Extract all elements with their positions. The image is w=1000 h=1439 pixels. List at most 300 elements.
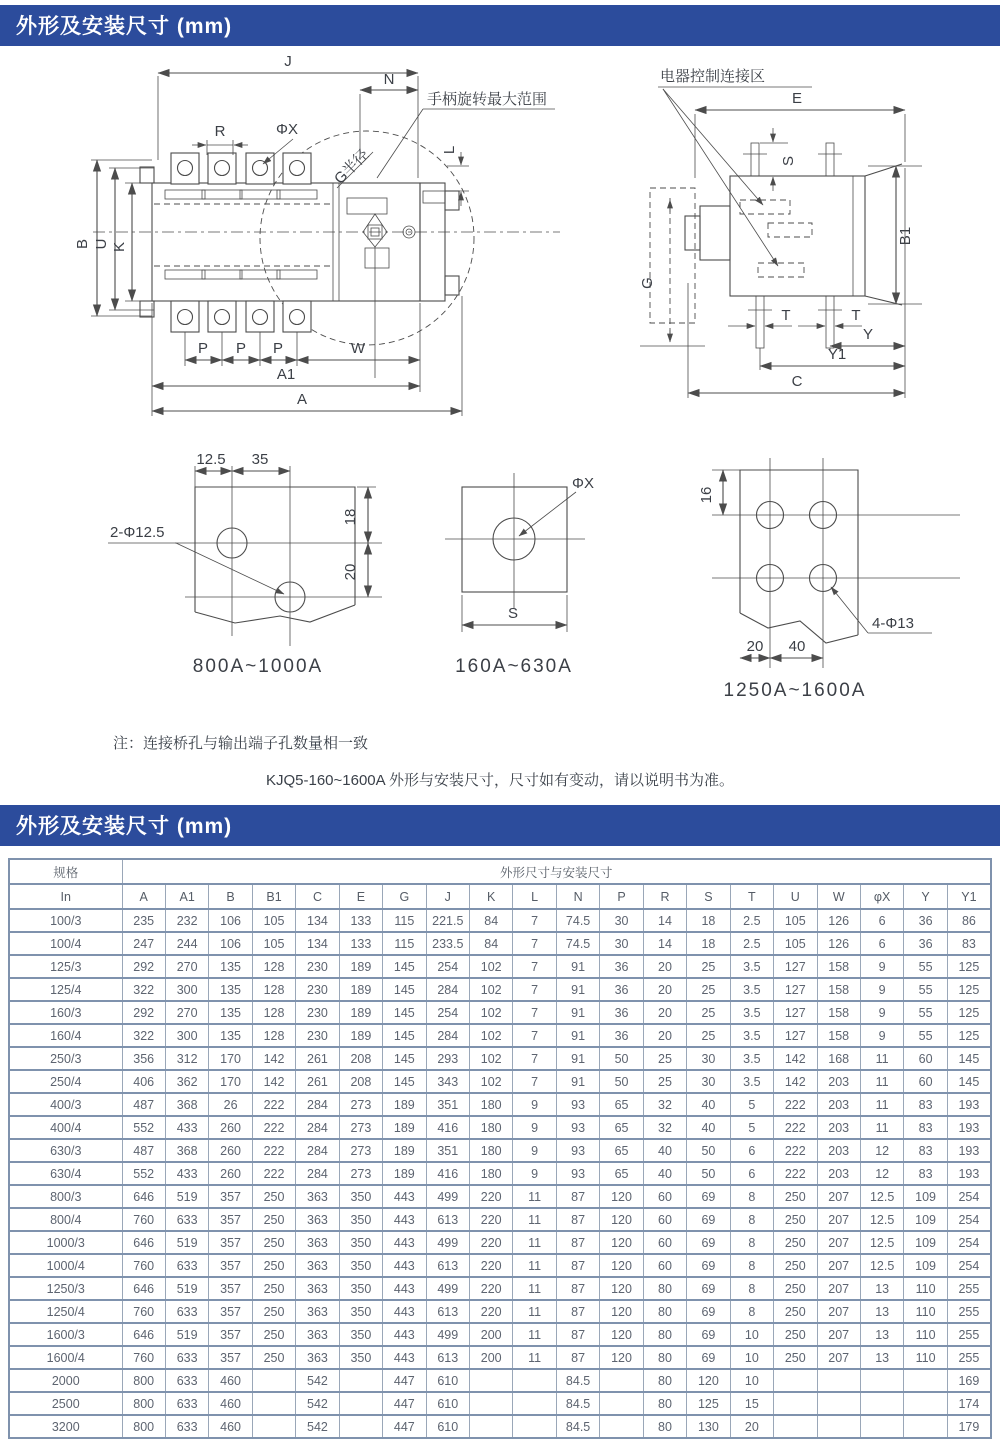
dim-cell: 189 <box>383 1139 426 1162</box>
dim-cell: 7 <box>513 1001 556 1024</box>
hole-caption-160: 160A~630A <box>455 656 573 677</box>
spec-cell: 800/4 <box>9 1208 122 1231</box>
dim-cell: 91 <box>556 1070 599 1093</box>
dim-cell: 11 <box>513 1185 556 1208</box>
dim-cell: 170 <box>209 1070 252 1093</box>
dim-cell: 250 <box>252 1231 295 1254</box>
dim-cell: 284 <box>296 1093 339 1116</box>
dim-cell: 250 <box>774 1300 817 1323</box>
column-header: L <box>513 884 556 909</box>
dim-cell: 18 <box>687 909 730 932</box>
dim-cell: 443 <box>383 1185 426 1208</box>
dim-cell: 8 <box>730 1277 773 1300</box>
dim-cell: 230 <box>296 955 339 978</box>
dim-cell: 220 <box>470 1300 513 1323</box>
dim-cell: 5 <box>730 1116 773 1139</box>
dim-cell: 254 <box>426 1001 469 1024</box>
dim-cell: 14 <box>643 909 686 932</box>
dim-cell: 74.5 <box>556 932 599 955</box>
dim-cell: 247 <box>122 932 165 955</box>
table-row <box>9 1185 991 1208</box>
dim-label-y: Y <box>862 326 874 343</box>
dim-cell: 519 <box>165 1277 208 1300</box>
dim-cell: 368 <box>165 1139 208 1162</box>
dim-cell: 613 <box>426 1208 469 1231</box>
dim-cell: 433 <box>165 1116 208 1139</box>
dim-cell: 126 <box>817 932 860 955</box>
dim-cell: 416 <box>426 1162 469 1185</box>
front-view-dimensions <box>74 53 555 416</box>
dim-cell: 125 <box>947 1024 991 1047</box>
front-view-body <box>93 131 560 378</box>
dim-cell: 133 <box>339 909 382 932</box>
dim-label-b1: B1 <box>897 226 914 246</box>
dim-cell: 30 <box>600 932 643 955</box>
dim-cell: 120 <box>600 1254 643 1277</box>
dim-cell: 363 <box>296 1277 339 1300</box>
dim-cell: 55 <box>904 1024 947 1047</box>
dim-cell: 207 <box>817 1208 860 1231</box>
dim-cell: 250 <box>774 1231 817 1254</box>
dim-cell: 2.5 <box>730 932 773 955</box>
dim-cell: 169 <box>947 1369 991 1392</box>
column-header: C <box>296 884 339 909</box>
dim-cell: 25 <box>687 1001 730 1024</box>
dim-cell: 83 <box>947 932 991 955</box>
dim-cell: 50 <box>600 1070 643 1093</box>
dim-cell: 284 <box>296 1162 339 1185</box>
dim-cell: 343 <box>426 1070 469 1093</box>
dim-label-p3: P <box>272 340 284 357</box>
dim-cell: 2.5 <box>730 909 773 932</box>
dim-cell: 189 <box>339 1001 382 1024</box>
dim-cell: 357 <box>209 1231 252 1254</box>
spec-cell: 250/4 <box>9 1070 122 1093</box>
dim-cell: 3.5 <box>730 1047 773 1070</box>
dim-cell: 135 <box>209 1001 252 1024</box>
dim-cell: 254 <box>947 1185 991 1208</box>
side-view-dimensions <box>639 67 922 398</box>
dim-cell: 15 <box>730 1392 773 1415</box>
dim-cell: 55 <box>904 978 947 1001</box>
dim-cell: 350 <box>339 1277 382 1300</box>
dim-cell: 40 <box>643 1162 686 1185</box>
dim-label-n: N <box>383 71 395 88</box>
dim-cell: 350 <box>339 1346 382 1369</box>
dim-cell: 6 <box>860 909 903 932</box>
dim-cell: 145 <box>947 1070 991 1093</box>
dim-cell: 127 <box>774 1024 817 1047</box>
dim-cell: 80 <box>643 1415 686 1438</box>
hole-label-160: ΦX <box>572 475 594 492</box>
dim-cell: 158 <box>817 978 860 1001</box>
dim-cell: 20 <box>643 955 686 978</box>
dim-cell: 443 <box>383 1346 426 1369</box>
dim-cell: 250 <box>774 1185 817 1208</box>
dim-cell: 110 <box>904 1277 947 1300</box>
dim-cell: 60 <box>643 1185 686 1208</box>
dim-cell: 102 <box>470 1001 513 1024</box>
dim-cell: 50 <box>687 1162 730 1185</box>
dim-cell: 207 <box>817 1231 860 1254</box>
dim-cell: 350 <box>339 1208 382 1231</box>
dim-cell: 145 <box>383 1001 426 1024</box>
hole-diagram-160-630 <box>445 473 594 677</box>
dim-cell: 87 <box>556 1185 599 1208</box>
dim-cell: 11 <box>860 1116 903 1139</box>
column-header: U <box>774 884 817 909</box>
spec-cell: 1250/4 <box>9 1300 122 1323</box>
dim-cell: 105 <box>774 932 817 955</box>
dim-cell: 36 <box>904 909 947 932</box>
dim-label-u: U <box>93 238 110 250</box>
dim-cell: 222 <box>774 1116 817 1139</box>
dim-cell: 80 <box>643 1392 686 1415</box>
dim-cell: 102 <box>470 1070 513 1093</box>
table-row <box>9 1070 991 1093</box>
dim-cell: 207 <box>817 1323 860 1346</box>
dim-cell <box>513 1369 556 1392</box>
column-header: φX <box>860 884 903 909</box>
dim-cell: 221.5 <box>426 909 469 932</box>
dim-cell: 447 <box>383 1392 426 1415</box>
hole-label-1250: 4-Φ13 <box>872 615 914 632</box>
dim-cell: 142 <box>774 1070 817 1093</box>
dim-cell: 363 <box>296 1346 339 1369</box>
spec-cell: 1000/3 <box>9 1231 122 1254</box>
dim-cell: 208 <box>339 1047 382 1070</box>
dim-cell: 25 <box>687 955 730 978</box>
dim-label-s: S <box>780 155 797 167</box>
dim-cell: 189 <box>339 955 382 978</box>
dim-cell: 235 <box>122 909 165 932</box>
dim-cell: 60 <box>643 1208 686 1231</box>
column-header: P <box>600 884 643 909</box>
dim-cell: 80 <box>643 1369 686 1392</box>
dim-cell: 179 <box>947 1415 991 1438</box>
dim-cell: 50 <box>687 1139 730 1162</box>
dim-1250-16: 16 <box>698 486 715 504</box>
dim-cell: 40 <box>687 1116 730 1139</box>
dim-cell: 7 <box>513 909 556 932</box>
side-view-drawing <box>600 48 1000 440</box>
dim-cell: 106 <box>209 909 252 932</box>
dim-cell: 357 <box>209 1208 252 1231</box>
dim-cell: 800 <box>122 1369 165 1392</box>
dim-cell: 250 <box>252 1208 295 1231</box>
dim-cell: 83 <box>904 1116 947 1139</box>
dim-cell: 633 <box>165 1300 208 1323</box>
dim-cell: 250 <box>252 1346 295 1369</box>
column-header: E <box>339 884 382 909</box>
dim-cell: 487 <box>122 1139 165 1162</box>
dim-cell: 80 <box>643 1277 686 1300</box>
dim-cell: 284 <box>426 978 469 1001</box>
table-row <box>9 1024 991 1047</box>
dim-cell: 189 <box>383 1093 426 1116</box>
dim-cell: 250 <box>252 1254 295 1277</box>
dim-cell: 552 <box>122 1162 165 1185</box>
dim-cell: 9 <box>860 955 903 978</box>
dim-cell: 273 <box>339 1139 382 1162</box>
table-row <box>9 1369 991 1392</box>
dim-cell: 800 <box>122 1392 165 1415</box>
dim-label-p1: P <box>197 340 209 357</box>
dim-cell: 312 <box>165 1047 208 1070</box>
dim-cell: 3.5 <box>730 1001 773 1024</box>
handle-range-label: 手柄旋转最大范围 <box>427 91 548 108</box>
spec-cell: 2500 <box>9 1392 122 1415</box>
dim-cell: 87 <box>556 1208 599 1231</box>
spec-cell: 125/4 <box>9 978 122 1001</box>
spec-cell: 1600/3 <box>9 1323 122 1346</box>
dim-cell: 8 <box>730 1300 773 1323</box>
dim-cell: 69 <box>687 1277 730 1300</box>
dim-cell: 145 <box>383 1047 426 1070</box>
dim-cell: 250 <box>774 1277 817 1300</box>
dim-cell: 8 <box>730 1254 773 1277</box>
dim-cell: 83 <box>904 1162 947 1185</box>
dim-cell: 270 <box>165 1001 208 1024</box>
dim-800-18: 18 <box>342 508 359 526</box>
dim-cell: 250 <box>774 1323 817 1346</box>
dim-cell: 250 <box>252 1277 295 1300</box>
dim-cell: 142 <box>252 1047 295 1070</box>
dim-cell: 93 <box>556 1162 599 1185</box>
mounting-hole-diagrams <box>0 440 1000 718</box>
table-row <box>9 1093 991 1116</box>
dim-cell: 120 <box>600 1346 643 1369</box>
dim-cell: 60 <box>904 1070 947 1093</box>
dim-label-c: C <box>791 373 803 390</box>
dim-cell: 7 <box>513 955 556 978</box>
dim-cell: 30 <box>687 1070 730 1093</box>
dim-cell: 115 <box>383 932 426 955</box>
dim-cell: 6 <box>730 1162 773 1185</box>
dim-cell: 9 <box>513 1093 556 1116</box>
dim-cell: 284 <box>296 1116 339 1139</box>
dim-cell: 3.5 <box>730 978 773 1001</box>
dim-cell: 20 <box>643 1001 686 1024</box>
dim-cell: 255 <box>947 1346 991 1369</box>
section-title-table: 外形及安装尺寸 (mm) <box>0 805 1000 846</box>
dim-cell: 356 <box>122 1047 165 1070</box>
dim-cell: 207 <box>817 1254 860 1277</box>
dim-cell: 8 <box>730 1185 773 1208</box>
table-row <box>9 1162 991 1185</box>
dim-cell: 350 <box>339 1300 382 1323</box>
dim-cell: 499 <box>426 1185 469 1208</box>
dim-cell: 158 <box>817 1001 860 1024</box>
dim-cell: 633 <box>165 1369 208 1392</box>
dim-cell <box>817 1369 860 1392</box>
dim-cell: 363 <box>296 1300 339 1323</box>
dim-cell: 499 <box>426 1323 469 1346</box>
dim-cell: 133 <box>339 932 382 955</box>
dim-cell: 91 <box>556 978 599 1001</box>
dim-cell: 40 <box>643 1139 686 1162</box>
dim-cell: 487 <box>122 1093 165 1116</box>
dim-cell: 11 <box>513 1346 556 1369</box>
dim-cell: 120 <box>600 1231 643 1254</box>
dim-160-s: S <box>507 605 519 622</box>
table-row <box>9 909 991 932</box>
dim-cell: 174 <box>947 1392 991 1415</box>
dim-cell: 443 <box>383 1208 426 1231</box>
dim-cell: 203 <box>817 1070 860 1093</box>
column-header: K <box>470 884 513 909</box>
dim-cell: 220 <box>470 1254 513 1277</box>
dim-cell: 25 <box>687 978 730 1001</box>
table-row <box>9 1323 991 1346</box>
dim-cell: 125 <box>947 1001 991 1024</box>
dim-cell: 20 <box>643 1024 686 1047</box>
dim-cell: 65 <box>600 1162 643 1185</box>
spec-group-header: 规格 <box>9 859 122 884</box>
dim-cell: 135 <box>209 1024 252 1047</box>
dim-cell: 12 <box>860 1139 903 1162</box>
dim-cell: 170 <box>209 1047 252 1070</box>
dim-label-p2: P <box>235 340 247 357</box>
dim-cell: 250 <box>774 1254 817 1277</box>
section-title-top: 外形及安装尺寸 (mm) <box>0 5 1000 46</box>
spec-cell: 1600/4 <box>9 1346 122 1369</box>
dim-cell: 460 <box>209 1415 252 1438</box>
dim-cell: 460 <box>209 1369 252 1392</box>
dim-cell: 11 <box>860 1047 903 1070</box>
dim-cell: 14 <box>643 932 686 955</box>
dim-cell: 30 <box>687 1047 730 1070</box>
dim-cell: 102 <box>470 978 513 1001</box>
dim-cell: 11 <box>860 1093 903 1116</box>
dim-cell: 110 <box>904 1323 947 1346</box>
dim-cell: 86 <box>947 909 991 932</box>
dim-cell: 350 <box>339 1254 382 1277</box>
dim-label-j: J <box>284 53 292 70</box>
figure-caption: KJQ5-160~1600A 外形与安装尺寸，尺寸如有变动，请以说明书为准。 <box>265 772 734 789</box>
hole-diagram-1250-1600 <box>698 458 960 701</box>
dim-cell: 273 <box>339 1116 382 1139</box>
column-header: Y1 <box>947 884 991 909</box>
dim-cell: 158 <box>817 955 860 978</box>
dim-cell: 646 <box>122 1277 165 1300</box>
dim-cell: 11 <box>513 1277 556 1300</box>
spec-cell: 160/3 <box>9 1001 122 1024</box>
dim-cell: 69 <box>687 1208 730 1231</box>
dim-cell: 13 <box>860 1277 903 1300</box>
dim-cell: 128 <box>252 1001 295 1024</box>
table-row <box>9 1231 991 1254</box>
table-row <box>9 1001 991 1024</box>
dim-cell: 207 <box>817 1277 860 1300</box>
dim-cell: 65 <box>600 1139 643 1162</box>
dim-cell: 9 <box>513 1116 556 1139</box>
dim-cell: 499 <box>426 1277 469 1300</box>
dim-cell: 13 <box>860 1346 903 1369</box>
dim-cell: 10 <box>730 1323 773 1346</box>
dim-cell <box>513 1392 556 1415</box>
table-group-header-row <box>9 859 991 884</box>
dim-cell: 69 <box>687 1231 730 1254</box>
dim-cell: 250 <box>252 1300 295 1323</box>
dim-cell: 357 <box>209 1254 252 1277</box>
dim-cell: 127 <box>774 978 817 1001</box>
dim-cell: 633 <box>165 1346 208 1369</box>
dim-cell: 36 <box>600 978 643 1001</box>
dim-cell <box>904 1369 947 1392</box>
dim-cell: 351 <box>426 1093 469 1116</box>
dim-cell: 260 <box>209 1116 252 1139</box>
table-row <box>9 1346 991 1369</box>
dim-cell: 284 <box>426 1024 469 1047</box>
column-header: W <box>817 884 860 909</box>
dim-cell: 105 <box>252 909 295 932</box>
dim-cell <box>774 1369 817 1392</box>
dim-cell: 142 <box>252 1070 295 1093</box>
dim-cell: 91 <box>556 955 599 978</box>
column-header: Y <box>904 884 947 909</box>
dim-cell: 36 <box>600 955 643 978</box>
dim-cell: 232 <box>165 909 208 932</box>
dim-cell: 357 <box>209 1185 252 1208</box>
dim-cell: 460 <box>209 1392 252 1415</box>
dim-cell: 120 <box>600 1208 643 1231</box>
dim-cell: 193 <box>947 1162 991 1185</box>
dim-cell: 130 <box>687 1415 730 1438</box>
dim-cell: 6 <box>860 932 903 955</box>
dimensions-table <box>8 858 992 1439</box>
dim-cell: 127 <box>774 955 817 978</box>
dim-cell: 357 <box>209 1300 252 1323</box>
table-row <box>9 1254 991 1277</box>
dim-cell: 91 <box>556 1001 599 1024</box>
dim-cell: 363 <box>296 1208 339 1231</box>
dim-cell <box>860 1369 903 1392</box>
dim-cell: 222 <box>252 1162 295 1185</box>
dim-cell: 255 <box>947 1323 991 1346</box>
column-header: N <box>556 884 599 909</box>
dim-cell: 7 <box>513 1024 556 1047</box>
dim-cell: 222 <box>774 1093 817 1116</box>
dim-cell: 613 <box>426 1300 469 1323</box>
dim-cell: 363 <box>296 1185 339 1208</box>
dim-cell: 9 <box>860 1024 903 1047</box>
dim-cell: 12.5 <box>860 1208 903 1231</box>
dim-cell: 69 <box>687 1300 730 1323</box>
dim-cell: 363 <box>296 1323 339 1346</box>
dim-cell <box>252 1392 295 1415</box>
dim-cell: 20 <box>643 978 686 1001</box>
dim-cell <box>904 1392 947 1415</box>
spec-cell: 160/4 <box>9 1024 122 1047</box>
dim-cell: 69 <box>687 1323 730 1346</box>
dim-cell: 11 <box>513 1208 556 1231</box>
column-header: T <box>730 884 773 909</box>
dim-cell: 180 <box>470 1116 513 1139</box>
dim-cell: 519 <box>165 1185 208 1208</box>
dim-cell: 91 <box>556 1024 599 1047</box>
dim-cell: 127 <box>774 1001 817 1024</box>
column-header: A <box>122 884 165 909</box>
dim-cell: 84.5 <box>556 1369 599 1392</box>
dim-cell: 443 <box>383 1231 426 1254</box>
dim-cell: 292 <box>122 1001 165 1024</box>
dim-cell: 180 <box>470 1093 513 1116</box>
table-row <box>9 978 991 1001</box>
dim-cell: 9 <box>860 1001 903 1024</box>
dim-cell: 220 <box>470 1208 513 1231</box>
dim-cell: 69 <box>687 1185 730 1208</box>
